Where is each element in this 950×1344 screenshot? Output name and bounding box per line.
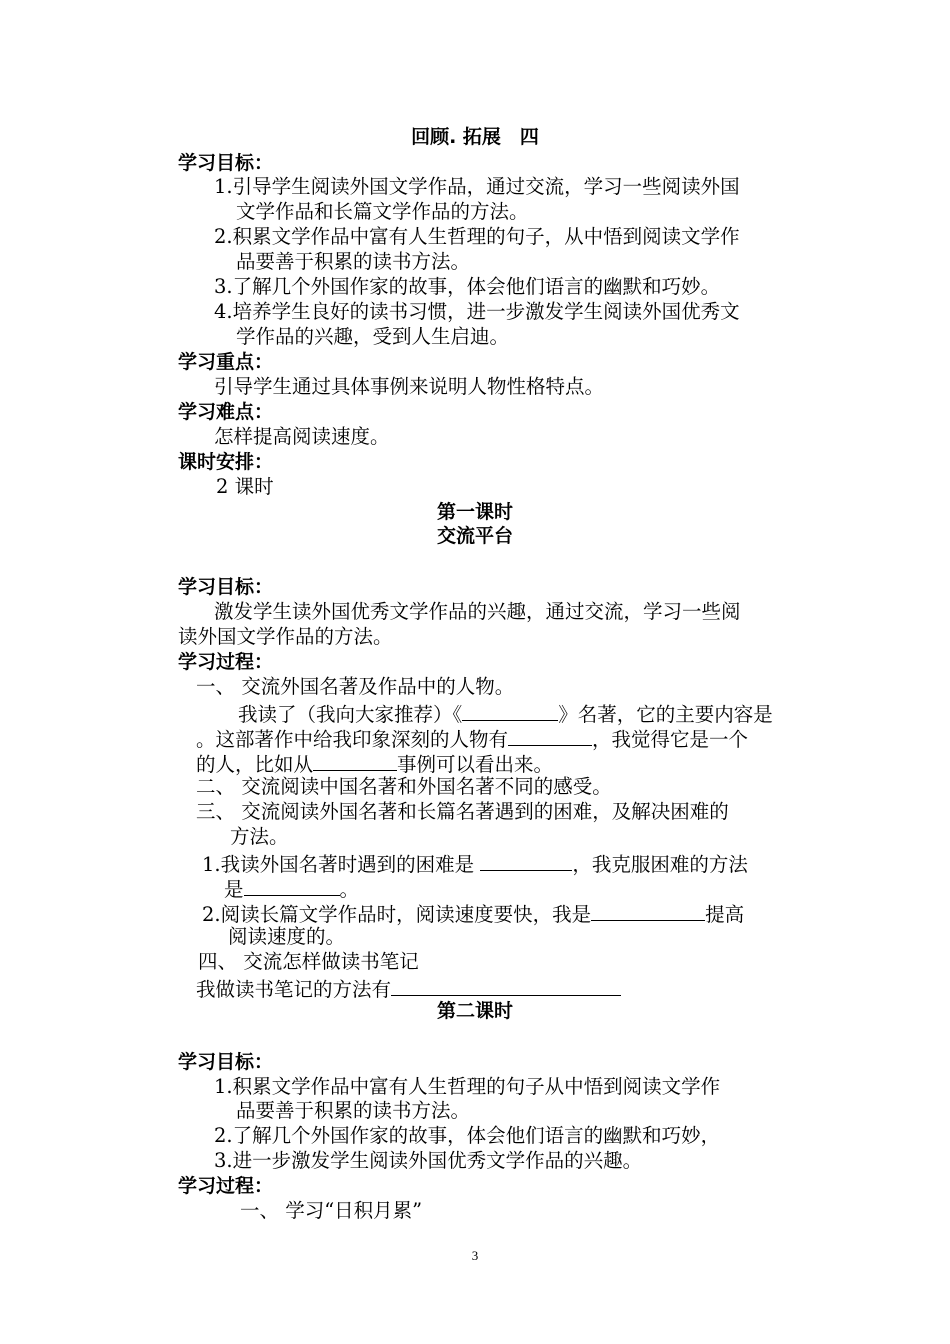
difficulty-label: 学习难点： bbox=[178, 401, 274, 423]
lesson2-process-label: 学习过程： bbox=[178, 1175, 274, 1197]
question-2-line-2: 阅读速度的。 bbox=[228, 925, 346, 948]
lesson1-item-3-line-1: 三、 交流阅读外国名著和长篇名著遇到的困难，及解决困难的 bbox=[196, 800, 729, 823]
method-blank bbox=[244, 875, 340, 896]
schedule-label: 课时安排： bbox=[178, 451, 274, 473]
q1-suffix: ，我克服困难的方法 bbox=[572, 853, 748, 876]
speed-method-blank bbox=[591, 900, 705, 921]
goal-4-line-1: 4.培养学生良好的读书习惯，进一步激发学生阅读外国优秀文 bbox=[214, 300, 740, 323]
lesson2-item-1: 一、 学习“日积月累” bbox=[240, 1199, 423, 1222]
q1-prefix: 1.我读外国名著时遇到的困难是 bbox=[202, 853, 475, 876]
lesson2-goal-1-line-2: 品要善于积累的读书方法。 bbox=[236, 1099, 471, 1122]
fill-c-prefix: 的人，比如从 bbox=[196, 753, 314, 776]
goal-2-line-2: 品要善于积累的读书方法。 bbox=[236, 250, 471, 273]
goal-1-line-1: 1.引导学生阅读外国文学作品，通过交流，学习一些阅读外国 bbox=[214, 175, 740, 198]
lesson1-item-1: 一、 交流外国名著及作品中的人物。 bbox=[196, 675, 515, 698]
lesson2-goal-1-line-1: 1.积累文学作品中富有人生哲理的句子从中悟到阅读文学作 bbox=[214, 1075, 721, 1098]
lesson1-goal-line-2: 读外国文学作品的方法。 bbox=[178, 625, 393, 648]
schedule-text: 2 课时 bbox=[216, 475, 274, 498]
goal-3: 3.了解几个外国作家的故事，体会他们语言的幽默和巧妙。 bbox=[214, 275, 721, 298]
notes-prefix: 我做读书笔记的方法有 bbox=[196, 978, 392, 1001]
lesson2-goal-label: 学习目标： bbox=[178, 1051, 274, 1073]
character-blank bbox=[508, 725, 592, 746]
fill-c-suffix: 事例可以看出来。 bbox=[397, 753, 554, 776]
lesson1-item-3-line-2: 方法。 bbox=[230, 825, 289, 848]
notes-line bbox=[196, 975, 621, 1002]
q2-prefix: 2.阅读长篇文学作品时，阅读速度要快，我是 bbox=[202, 903, 592, 926]
fill-b-prefix: 。这部著作中给我印象深刻的人物有 bbox=[196, 728, 509, 751]
q1-end: 。 bbox=[339, 878, 360, 901]
fill-line-b bbox=[196, 725, 748, 752]
goal-4-line-2: 学作品的兴趣，受到人生启迪。 bbox=[236, 325, 510, 348]
goal-1-line-2: 文学作品和长篇文学作品的方法。 bbox=[236, 200, 529, 223]
question-2-line-1 bbox=[202, 900, 744, 927]
lesson1-item-4: 四、 交流怎样做读书笔记 bbox=[198, 950, 419, 973]
fill-a-suffix: 》名著，它的主要内容是 bbox=[558, 703, 773, 726]
goal-2-line-1: 2.积累文学作品中富有人生哲理的句子，从中悟到阅读文学作 bbox=[214, 225, 740, 248]
fill-line-c bbox=[196, 750, 553, 777]
lesson1-subheading: 交流平台 bbox=[436, 525, 513, 547]
lesson2-goal-2: 2.了解几个外国作家的故事，体会他们语言的幽默和巧妙， bbox=[214, 1124, 721, 1147]
notes-blank bbox=[391, 975, 621, 996]
lesson2-heading: 第二课时 bbox=[436, 1000, 513, 1022]
difficulty-blank bbox=[480, 850, 572, 871]
focus-label: 学习重点： bbox=[178, 351, 274, 373]
fill-b-suffix: ，我觉得它是一个 bbox=[592, 728, 749, 751]
lesson1-item-2: 二、 交流阅读中国名著和外国名著不同的感受。 bbox=[196, 775, 612, 798]
fill-line-a bbox=[238, 700, 773, 727]
lesson1-heading: 第一课时 bbox=[436, 501, 513, 523]
example-blank bbox=[313, 750, 397, 771]
lesson2-goal-3: 3.进一步激发学生阅读外国优秀文学作品的兴趣。 bbox=[214, 1149, 643, 1172]
question-1-line-1 bbox=[202, 850, 748, 877]
question-1-line-2 bbox=[224, 875, 359, 902]
document-title: 回顾. 拓展 四 bbox=[411, 126, 539, 148]
page-number: 3 bbox=[471, 1248, 479, 1263]
lesson1-goal-label: 学习目标： bbox=[178, 576, 274, 598]
lesson1-goal-line-1: 激发学生读外国优秀文学作品的兴趣，通过交流，学习一些阅 bbox=[214, 600, 741, 623]
lesson1-process-label: 学习过程： bbox=[178, 651, 274, 673]
focus-text: 引导学生通过具体事例来说明人物性格特点。 bbox=[214, 375, 605, 398]
book-title-blank bbox=[462, 700, 558, 721]
difficulty-text: 怎样提高阅读速度。 bbox=[214, 425, 390, 448]
goal-label: 学习目标： bbox=[178, 152, 274, 174]
q2-suffix: 提高 bbox=[705, 903, 745, 926]
q1-is: 是 bbox=[224, 878, 244, 901]
fill-a-prefix: 我读了（我向大家推荐）《 bbox=[238, 703, 463, 726]
